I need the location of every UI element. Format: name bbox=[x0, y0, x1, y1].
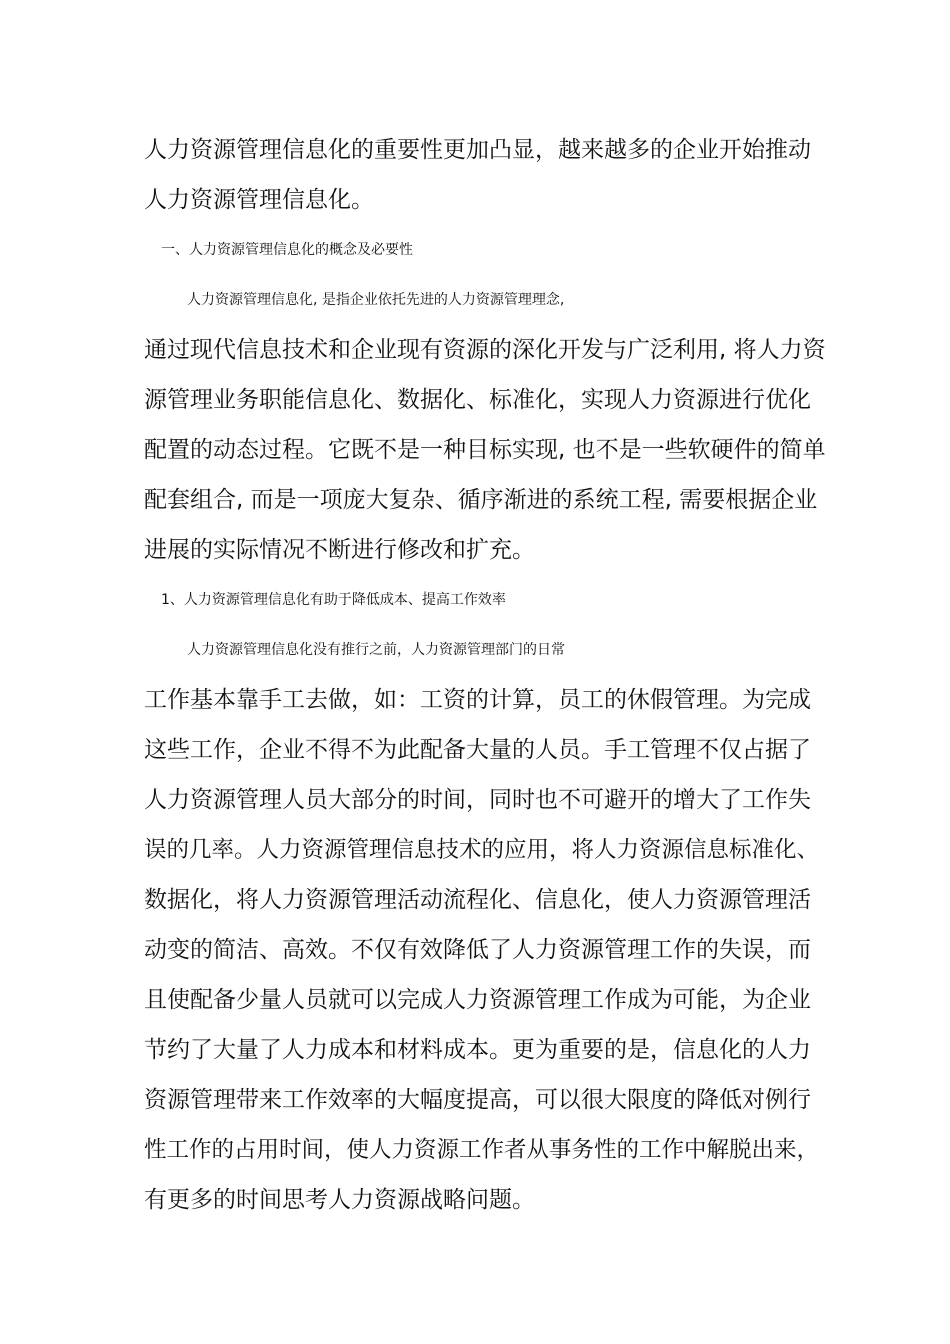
text-line: 人力资源管理信息化。 bbox=[144, 187, 374, 213]
subsection-heading: 1、人力资源管理信息化有助于降低成本、提高工作效率 bbox=[161, 592, 506, 608]
text-line: 配套组合, 而是一项庞大复杂、循序渐进的系统工程, 需要根据企业 bbox=[144, 487, 818, 513]
text-line: 配置的动态过程。它既不是一种目标实现, 也不是一些软硬件的简单 bbox=[144, 437, 826, 463]
text-line: 数据化，将人力资源管理活动流程化、信息化，使人力资源管理活 bbox=[144, 887, 811, 913]
text-line: 人力资源管理人员大部分的时间，同时也不可避开的增大了工作失 bbox=[144, 787, 811, 813]
text-line: 工作基本靠手工去做，如：工资的计算，员工的休假管理。为完成 bbox=[144, 687, 811, 713]
text-line: 进展的实际情况不断进行修改和扩充。 bbox=[144, 537, 535, 563]
text-line: 人力资源管理信息化没有推行之前，人力资源管理部门的日常 bbox=[187, 642, 565, 658]
text-line: 人力资源管理信息化的重要性更加凸显，越来越多的企业开始推动 bbox=[144, 137, 811, 163]
text-line: 这些工作，企业不得不为此配备大量的人员。手工管理不仅占据了 bbox=[144, 737, 811, 763]
text-line: 且使配备少量人员就可以完成人力资源管理工作成为可能，为企业 bbox=[144, 987, 811, 1013]
text-line: 资源管理带来工作效率的大幅度提高，可以很大限度的降低对例行 bbox=[144, 1087, 811, 1113]
section-heading: 一、人力资源管理信息化的概念及必要性 bbox=[161, 242, 413, 258]
text-line: 节约了大量了人力成本和材料成本。更为重要的是，信息化的人力 bbox=[144, 1037, 811, 1063]
text-line: 有更多的时间思考人力资源战略问题。 bbox=[144, 1187, 535, 1213]
text-line: 动变的简洁、高效。不仅有效降低了人力资源管理工作的失误，而 bbox=[144, 937, 811, 963]
text-line: 通过现代信息技术和企业现有资源的深化开发与广泛利用, 将人力资 bbox=[144, 337, 826, 363]
text-line: 源管理业务职能信息化、数据化、标准化，实现人力资源进行优化 bbox=[144, 387, 811, 413]
text-line: 误的几率。人力资源管理信息技术的应用，将人力资源信息标准化、 bbox=[144, 837, 820, 863]
text-line: 人力资源管理信息化, 是指企业依托先进的人力资源管理理念, bbox=[187, 292, 565, 308]
text-line: 性工作的占用时间，使人力资源工作者从事务性的工作中解脱出来， bbox=[144, 1137, 820, 1163]
